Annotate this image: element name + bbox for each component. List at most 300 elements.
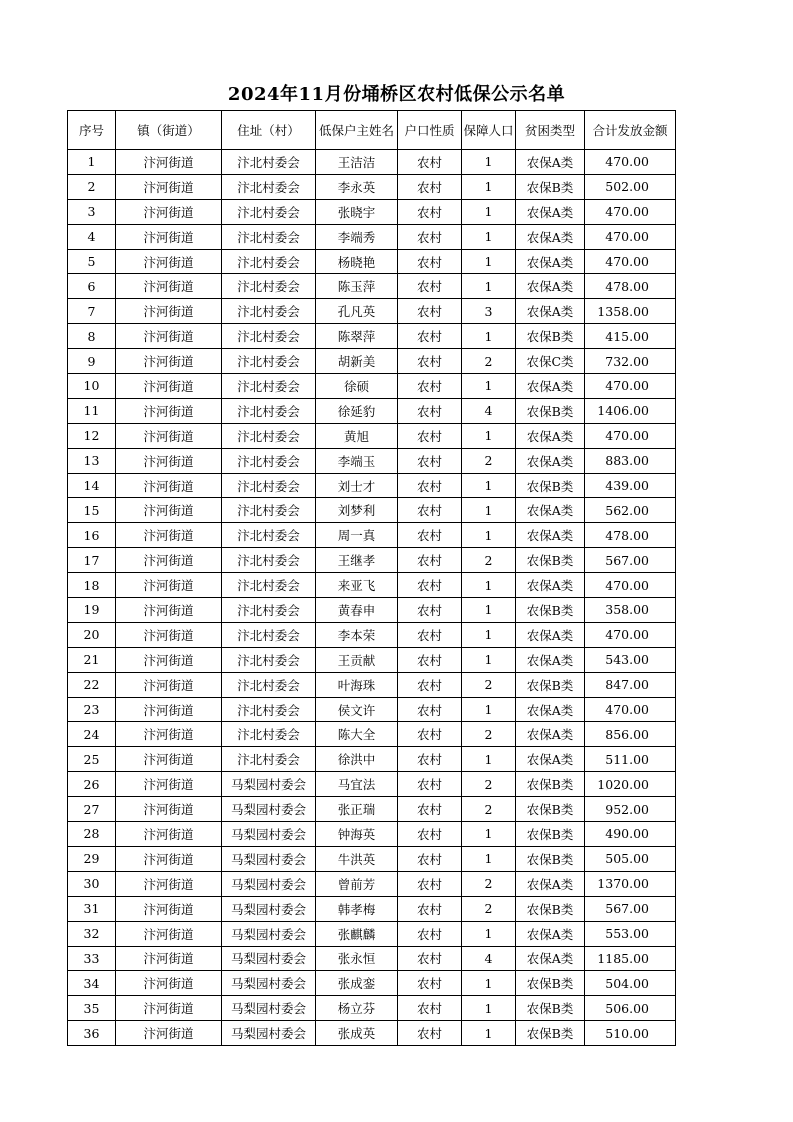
cell-poverty-type: 农保B类 <box>516 797 585 822</box>
cell-poverty-type: 农保A类 <box>516 921 585 946</box>
cell-hukou-type: 农村 <box>398 473 462 498</box>
header-address: 住址（村） <box>222 111 316 150</box>
header-row <box>68 111 676 150</box>
cell-total-amount: 567.00 <box>585 896 676 921</box>
cell-town: 汴河街道 <box>116 473 222 498</box>
cell-address: 汴北村委会 <box>222 249 316 274</box>
table-row <box>68 249 676 274</box>
cell-address: 马梨园村委会 <box>222 846 316 871</box>
cell-covered-people: 2 <box>462 772 516 797</box>
cell-hukou-type: 农村 <box>398 249 462 274</box>
cell-hukou-type: 农村 <box>398 797 462 822</box>
cell-seq: 15 <box>68 498 116 523</box>
cell-poverty-type: 农保B类 <box>516 846 585 871</box>
cell-poverty-type: 农保B类 <box>516 598 585 623</box>
cell-total-amount: 511.00 <box>585 747 676 772</box>
cell-address: 汴北村委会 <box>222 747 316 772</box>
cell-seq: 2 <box>68 174 116 199</box>
cell-town: 汴河街道 <box>116 598 222 623</box>
cell-householder: 李本荣 <box>316 622 398 647</box>
table-row <box>68 797 676 822</box>
cell-seq: 23 <box>68 697 116 722</box>
cell-hukou-type: 农村 <box>398 548 462 573</box>
cell-town: 汴河街道 <box>116 349 222 374</box>
cell-householder: 张成英 <box>316 1021 398 1046</box>
cell-address: 汴北村委会 <box>222 448 316 473</box>
cell-address: 马梨园村委会 <box>222 946 316 971</box>
cell-poverty-type: 农保A类 <box>516 747 585 772</box>
cell-seq: 32 <box>68 921 116 946</box>
cell-town: 汴河街道 <box>116 797 222 822</box>
cell-householder: 周一真 <box>316 523 398 548</box>
cell-poverty-type: 农保A类 <box>516 224 585 249</box>
cell-hukou-type: 农村 <box>398 846 462 871</box>
cell-poverty-type: 农保A类 <box>516 498 585 523</box>
cell-poverty-type: 农保A类 <box>516 423 585 448</box>
cell-address: 马梨园村委会 <box>222 1021 316 1046</box>
cell-address: 汴北村委会 <box>222 324 316 349</box>
cell-total-amount: 847.00 <box>585 672 676 697</box>
cell-householder: 韩孝梅 <box>316 896 398 921</box>
cell-town: 汴河街道 <box>116 946 222 971</box>
cell-town: 汴河街道 <box>116 697 222 722</box>
cell-householder: 孔凡英 <box>316 299 398 324</box>
cell-town: 汴河街道 <box>116 622 222 647</box>
cell-total-amount: 478.00 <box>585 523 676 548</box>
cell-total-amount: 553.00 <box>585 921 676 946</box>
cell-poverty-type: 农保B类 <box>516 174 585 199</box>
cell-poverty-type: 农保B类 <box>516 1021 585 1046</box>
cell-total-amount: 504.00 <box>585 971 676 996</box>
cell-total-amount: 1185.00 <box>585 946 676 971</box>
cell-covered-people: 4 <box>462 398 516 423</box>
cell-total-amount: 567.00 <box>585 548 676 573</box>
cell-covered-people: 3 <box>462 299 516 324</box>
cell-seq: 10 <box>68 374 116 399</box>
cell-hukou-type: 农村 <box>398 921 462 946</box>
table-row <box>68 398 676 423</box>
cell-householder: 杨立芬 <box>316 996 398 1021</box>
table-row <box>68 747 676 772</box>
cell-covered-people: 1 <box>462 324 516 349</box>
cell-address: 汴北村委会 <box>222 423 316 448</box>
cell-hukou-type: 农村 <box>398 747 462 772</box>
cell-poverty-type: 农保A类 <box>516 249 585 274</box>
table-row <box>68 150 676 175</box>
cell-town: 汴河街道 <box>116 747 222 772</box>
table-row <box>68 374 676 399</box>
cell-town: 汴河街道 <box>116 921 222 946</box>
cell-covered-people: 1 <box>462 224 516 249</box>
cell-address: 汴北村委会 <box>222 274 316 299</box>
cell-covered-people: 1 <box>462 697 516 722</box>
cell-householder: 黄旭 <box>316 423 398 448</box>
cell-address: 汴北村委会 <box>222 150 316 175</box>
cell-householder: 张永恒 <box>316 946 398 971</box>
cell-seq: 1 <box>68 150 116 175</box>
table-row <box>68 846 676 871</box>
cell-householder: 钟海英 <box>316 822 398 847</box>
cell-town: 汴河街道 <box>116 772 222 797</box>
cell-town: 汴河街道 <box>116 174 222 199</box>
cell-hukou-type: 农村 <box>398 971 462 996</box>
cell-poverty-type: 农保B类 <box>516 672 585 697</box>
cell-hukou-type: 农村 <box>398 498 462 523</box>
cell-covered-people: 1 <box>462 846 516 871</box>
cell-seq: 36 <box>68 1021 116 1046</box>
cell-covered-people: 2 <box>462 548 516 573</box>
cell-address: 马梨园村委会 <box>222 822 316 847</box>
cell-poverty-type: 农保B类 <box>516 896 585 921</box>
cell-covered-people: 1 <box>462 523 516 548</box>
cell-hukou-type: 农村 <box>398 398 462 423</box>
cell-total-amount: 358.00 <box>585 598 676 623</box>
cell-total-amount: 562.00 <box>585 498 676 523</box>
cell-address: 汴北村委会 <box>222 622 316 647</box>
cell-householder: 来亚飞 <box>316 573 398 598</box>
cell-address: 马梨园村委会 <box>222 871 316 896</box>
cell-total-amount: 505.00 <box>585 846 676 871</box>
cell-householder: 张成銮 <box>316 971 398 996</box>
cell-seq: 16 <box>68 523 116 548</box>
cell-total-amount: 1358.00 <box>585 299 676 324</box>
cell-total-amount: 470.00 <box>585 249 676 274</box>
cell-hukou-type: 农村 <box>398 150 462 175</box>
cell-householder: 叶海珠 <box>316 672 398 697</box>
table-row <box>68 1021 676 1046</box>
cell-seq: 8 <box>68 324 116 349</box>
roster-body <box>68 150 676 1046</box>
cell-total-amount: 478.00 <box>585 274 676 299</box>
cell-covered-people: 1 <box>462 996 516 1021</box>
cell-address: 汴北村委会 <box>222 224 316 249</box>
cell-poverty-type: 农保A类 <box>516 573 585 598</box>
subsidy-roster-table <box>67 110 676 1046</box>
cell-seq: 29 <box>68 846 116 871</box>
cell-hukou-type: 农村 <box>398 448 462 473</box>
table-row <box>68 523 676 548</box>
cell-town: 汴河街道 <box>116 573 222 598</box>
cell-covered-people: 1 <box>462 249 516 274</box>
cell-address: 汴北村委会 <box>222 573 316 598</box>
cell-town: 汴河街道 <box>116 871 222 896</box>
cell-covered-people: 1 <box>462 647 516 672</box>
cell-covered-people: 1 <box>462 473 516 498</box>
cell-town: 汴河街道 <box>116 249 222 274</box>
cell-seq: 17 <box>68 548 116 573</box>
cell-town: 汴河街道 <box>116 672 222 697</box>
cell-address: 汴北村委会 <box>222 398 316 423</box>
cell-hukou-type: 农村 <box>398 1021 462 1046</box>
cell-covered-people: 1 <box>462 374 516 399</box>
table-row <box>68 448 676 473</box>
cell-householder: 陈玉萍 <box>316 274 398 299</box>
cell-hukou-type: 农村 <box>398 423 462 448</box>
cell-poverty-type: 农保A类 <box>516 374 585 399</box>
cell-hukou-type: 农村 <box>398 598 462 623</box>
cell-town: 汴河街道 <box>116 996 222 1021</box>
cell-hukou-type: 农村 <box>398 871 462 896</box>
cell-covered-people: 1 <box>462 498 516 523</box>
cell-householder: 徐硕 <box>316 374 398 399</box>
table-row <box>68 598 676 623</box>
cell-address: 汴北村委会 <box>222 697 316 722</box>
table-row <box>68 224 676 249</box>
cell-total-amount: 510.00 <box>585 1021 676 1046</box>
header-town: 镇（街道） <box>116 111 222 150</box>
cell-hukou-type: 农村 <box>398 822 462 847</box>
cell-town: 汴河街道 <box>116 274 222 299</box>
cell-householder: 胡新美 <box>316 349 398 374</box>
cell-poverty-type: 农保B类 <box>516 473 585 498</box>
table-row <box>68 896 676 921</box>
cell-householder: 刘士才 <box>316 473 398 498</box>
cell-hukou-type: 农村 <box>398 374 462 399</box>
cell-poverty-type: 农保B类 <box>516 548 585 573</box>
cell-total-amount: 470.00 <box>585 199 676 224</box>
cell-hukou-type: 农村 <box>398 672 462 697</box>
cell-town: 汴河街道 <box>116 822 222 847</box>
table-row <box>68 971 676 996</box>
cell-total-amount: 415.00 <box>585 324 676 349</box>
cell-covered-people: 1 <box>462 971 516 996</box>
cell-total-amount: 470.00 <box>585 374 676 399</box>
cell-address: 汴北村委会 <box>222 199 316 224</box>
table-row <box>68 423 676 448</box>
cell-address: 汴北村委会 <box>222 722 316 747</box>
cell-address: 汴北村委会 <box>222 672 316 697</box>
cell-town: 汴河街道 <box>116 896 222 921</box>
cell-householder: 杨晓艳 <box>316 249 398 274</box>
cell-householder: 徐延豹 <box>316 398 398 423</box>
page-title: 2024年11月份埇桥区农村低保公示名单 <box>227 84 566 105</box>
cell-covered-people: 1 <box>462 573 516 598</box>
cell-householder: 王继孝 <box>316 548 398 573</box>
cell-seq: 6 <box>68 274 116 299</box>
cell-total-amount: 439.00 <box>585 473 676 498</box>
cell-poverty-type: 农保A类 <box>516 523 585 548</box>
cell-seq: 35 <box>68 996 116 1021</box>
cell-seq: 11 <box>68 398 116 423</box>
cell-town: 汴河街道 <box>116 423 222 448</box>
cell-householder: 刘梦利 <box>316 498 398 523</box>
header-total-amount: 合计发放金额 <box>585 111 676 150</box>
cell-seq: 21 <box>68 647 116 672</box>
cell-seq: 12 <box>68 423 116 448</box>
cell-town: 汴河街道 <box>116 647 222 672</box>
cell-covered-people: 1 <box>462 598 516 623</box>
cell-town: 汴河街道 <box>116 523 222 548</box>
cell-householder: 张麒麟 <box>316 921 398 946</box>
table-row <box>68 722 676 747</box>
cell-poverty-type: 农保A类 <box>516 871 585 896</box>
cell-seq: 14 <box>68 473 116 498</box>
cell-seq: 13 <box>68 448 116 473</box>
table-row <box>68 299 676 324</box>
cell-town: 汴河街道 <box>116 398 222 423</box>
cell-total-amount: 470.00 <box>585 224 676 249</box>
cell-poverty-type: 农保B类 <box>516 971 585 996</box>
table-row <box>68 548 676 573</box>
cell-covered-people: 2 <box>462 722 516 747</box>
cell-seq: 24 <box>68 722 116 747</box>
cell-seq: 3 <box>68 199 116 224</box>
cell-total-amount: 856.00 <box>585 722 676 747</box>
cell-address: 汴北村委会 <box>222 174 316 199</box>
table-row <box>68 871 676 896</box>
cell-poverty-type: 农保B类 <box>516 324 585 349</box>
cell-covered-people: 2 <box>462 672 516 697</box>
cell-hukou-type: 农村 <box>398 324 462 349</box>
cell-address: 马梨园村委会 <box>222 797 316 822</box>
cell-householder: 李端秀 <box>316 224 398 249</box>
header-covered-people: 保障人口 <box>462 111 516 150</box>
cell-hukou-type: 农村 <box>398 523 462 548</box>
cell-address: 汴北村委会 <box>222 598 316 623</box>
cell-poverty-type: 农保B类 <box>516 772 585 797</box>
cell-householder: 马宜法 <box>316 772 398 797</box>
table-row <box>68 498 676 523</box>
cell-hukou-type: 农村 <box>398 224 462 249</box>
cell-hukou-type: 农村 <box>398 647 462 672</box>
cell-covered-people: 1 <box>462 274 516 299</box>
cell-covered-people: 1 <box>462 822 516 847</box>
cell-seq: 33 <box>68 946 116 971</box>
cell-hukou-type: 农村 <box>398 199 462 224</box>
cell-covered-people: 1 <box>462 1021 516 1046</box>
cell-seq: 18 <box>68 573 116 598</box>
cell-householder: 张晓宇 <box>316 199 398 224</box>
cell-hukou-type: 农村 <box>398 573 462 598</box>
table-row <box>68 274 676 299</box>
cell-town: 汴河街道 <box>116 150 222 175</box>
cell-hukou-type: 农村 <box>398 622 462 647</box>
cell-householder: 黄春申 <box>316 598 398 623</box>
cell-town: 汴河街道 <box>116 224 222 249</box>
cell-address: 汴北村委会 <box>222 647 316 672</box>
cell-total-amount: 1020.00 <box>585 772 676 797</box>
cell-total-amount: 1406.00 <box>585 398 676 423</box>
table-row <box>68 573 676 598</box>
cell-covered-people: 1 <box>462 921 516 946</box>
cell-hukou-type: 农村 <box>398 946 462 971</box>
cell-total-amount: 543.00 <box>585 647 676 672</box>
cell-poverty-type: 农保A类 <box>516 199 585 224</box>
cell-total-amount: 470.00 <box>585 697 676 722</box>
cell-seq: 25 <box>68 747 116 772</box>
cell-seq: 7 <box>68 299 116 324</box>
header-poverty-type: 贫困类型 <box>516 111 585 150</box>
table-row <box>68 349 676 374</box>
cell-covered-people: 2 <box>462 896 516 921</box>
cell-town: 汴河街道 <box>116 1021 222 1046</box>
cell-seq: 5 <box>68 249 116 274</box>
cell-seq: 4 <box>68 224 116 249</box>
cell-poverty-type: 农保A类 <box>516 299 585 324</box>
table-row <box>68 199 676 224</box>
cell-covered-people: 1 <box>462 199 516 224</box>
cell-total-amount: 1370.00 <box>585 871 676 896</box>
cell-poverty-type: 农保B类 <box>516 398 585 423</box>
cell-address: 汴北村委会 <box>222 349 316 374</box>
cell-address: 汴北村委会 <box>222 498 316 523</box>
table-row <box>68 473 676 498</box>
cell-poverty-type: 农保A类 <box>516 697 585 722</box>
cell-householder: 侯文许 <box>316 697 398 722</box>
cell-seq: 34 <box>68 971 116 996</box>
table-row <box>68 822 676 847</box>
cell-hukou-type: 农村 <box>398 772 462 797</box>
table-row <box>68 697 676 722</box>
cell-hukou-type: 农村 <box>398 174 462 199</box>
cell-hukou-type: 农村 <box>398 299 462 324</box>
table-row <box>68 622 676 647</box>
cell-covered-people: 2 <box>462 871 516 896</box>
cell-covered-people: 2 <box>462 349 516 374</box>
cell-poverty-type: 农保B类 <box>516 996 585 1021</box>
cell-town: 汴河街道 <box>116 722 222 747</box>
table-row <box>68 174 676 199</box>
cell-total-amount: 883.00 <box>585 448 676 473</box>
cell-seq: 9 <box>68 349 116 374</box>
cell-poverty-type: 农保A类 <box>516 274 585 299</box>
cell-seq: 19 <box>68 598 116 623</box>
cell-total-amount: 502.00 <box>585 174 676 199</box>
cell-householder: 牛洪英 <box>316 846 398 871</box>
cell-poverty-type: 农保B类 <box>516 822 585 847</box>
cell-town: 汴河街道 <box>116 299 222 324</box>
cell-town: 汴河街道 <box>116 971 222 996</box>
cell-total-amount: 506.00 <box>585 996 676 1021</box>
cell-covered-people: 1 <box>462 747 516 772</box>
cell-poverty-type: 农保C类 <box>516 349 585 374</box>
header-householder: 低保户主姓名 <box>316 111 398 150</box>
cell-poverty-type: 农保A类 <box>516 647 585 672</box>
cell-hukou-type: 农村 <box>398 349 462 374</box>
cell-seq: 28 <box>68 822 116 847</box>
cell-town: 汴河街道 <box>116 199 222 224</box>
cell-town: 汴河街道 <box>116 498 222 523</box>
cell-address: 汴北村委会 <box>222 548 316 573</box>
cell-town: 汴河街道 <box>116 846 222 871</box>
cell-covered-people: 1 <box>462 150 516 175</box>
cell-address: 汴北村委会 <box>222 299 316 324</box>
cell-poverty-type: 农保A类 <box>516 448 585 473</box>
cell-seq: 26 <box>68 772 116 797</box>
table-row <box>68 946 676 971</box>
cell-householder: 张正瑞 <box>316 797 398 822</box>
cell-address: 马梨园村委会 <box>222 921 316 946</box>
cell-address: 马梨园村委会 <box>222 896 316 921</box>
cell-town: 汴河街道 <box>116 448 222 473</box>
table-row <box>68 672 676 697</box>
cell-poverty-type: 农保A类 <box>516 622 585 647</box>
cell-poverty-type: 农保A类 <box>516 150 585 175</box>
cell-total-amount: 470.00 <box>585 622 676 647</box>
cell-seq: 27 <box>68 797 116 822</box>
cell-hukou-type: 农村 <box>398 274 462 299</box>
cell-seq: 31 <box>68 896 116 921</box>
cell-covered-people: 1 <box>462 622 516 647</box>
cell-poverty-type: 农保A类 <box>516 722 585 747</box>
cell-householder: 曾前芳 <box>316 871 398 896</box>
cell-householder: 陈大全 <box>316 722 398 747</box>
cell-covered-people: 2 <box>462 797 516 822</box>
cell-seq: 20 <box>68 622 116 647</box>
cell-total-amount: 952.00 <box>585 797 676 822</box>
cell-householder: 李端玉 <box>316 448 398 473</box>
cell-town: 汴河街道 <box>116 548 222 573</box>
